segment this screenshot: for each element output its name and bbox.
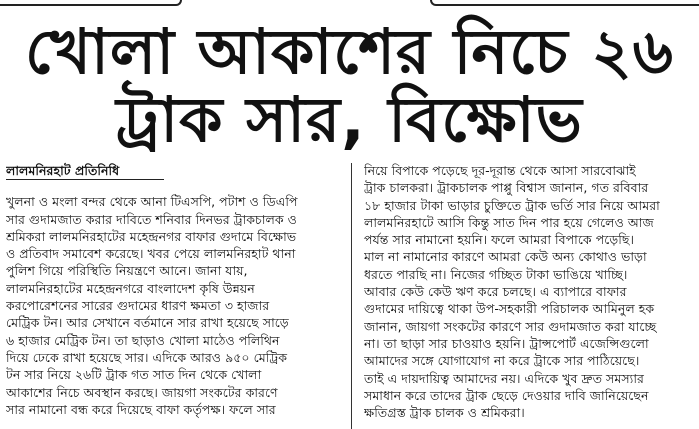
text-line: সমাধান করে তাদের ট্রাক ছেড়ে দেওয়ার দাবি জানিয়েছেন — [364, 387, 649, 403]
top-border-right — [430, 0, 699, 6]
text-line: গুদামের দায়িত্বে থাকা উপ-সহকারী পরিচালক আমিনুল হক — [364, 301, 655, 317]
text-line: খুলনা ও মংলা বন্দর থেকে আনা টিএসপি, পটাশ ও ডিএপি — [6, 194, 298, 210]
headline-line-1: খোলা আকাশের নিচে ২৬ — [25, 15, 674, 88]
text-line: ও প্রতিবাদ সমাবেশ করেছে। খবর পেয়ে লালমনিরহাট থানা — [6, 246, 296, 262]
text-line: মাল না নামানোর কারণে আমরা কেউ অন্য কোথাও ভাড়া — [364, 249, 647, 265]
column-divider — [351, 163, 352, 429]
text-line: ৬ হাজার মেট্রিক টন। তা ছাড়াও খোলা মাঠেও পলিথিন — [6, 332, 280, 348]
text-line: জানান, জায়গা সংকটের কারণে সার গুদামজাত করা যাচ্ছে — [364, 318, 657, 334]
article-column-left — [6, 162, 336, 429]
text-line: ধরতে পারছি না। নিজের গচ্ছিত টাকা ভাঙিয়ে খাচ্ছি। — [364, 266, 628, 282]
text-line: সার নামানো বন্ধ করে দিয়েছে বাফা কর্তৃপক্ষ। ফলে সার — [6, 401, 276, 417]
top-border-left — [0, 0, 182, 6]
text-line: দিয়ে ঢেকে রাখা হয়েছে সার। এদিকে আরও ৯৫০ মেট্রিক — [6, 349, 288, 365]
text-line: আমাদের সঙ্গে যোগাযোগ না করে ট্রাকে সার পাঠিয়েছে। — [364, 353, 640, 369]
text-line: নিয়ে বিপাকে পড়েছে দূর-দূরান্ত থেকে আসা সারবোঝাই — [364, 163, 636, 178]
top-border-strip — [0, 0, 699, 10]
text-line: ক্ষতিগ্রস্ত ট্রাক চালক ও শ্রমিকরা। — [364, 405, 525, 421]
text-line: লালমনিরহাটে আসি কিন্তু সাত দিন পার হয়ে গেলেও আজ — [364, 214, 654, 230]
article-column-right — [364, 162, 694, 429]
text-line: টন সার নিয়ে ২৬টি ট্রাক গত সাত দিন থেকে খোলা — [6, 367, 262, 383]
text-line: না। তা ছাড়া সার চাওয়াও হয়নি। ট্রান্সপোর্ট এজেন্সিগুলো — [364, 335, 649, 351]
text-line: সার গুদামজাত করার দাবিতে শনিবার দিনভর ট্রাকচালক ও — [6, 211, 297, 227]
text-line: পর্যন্ত সার নামানো হয়নি। ফলে আমরা বিপাকে পড়েছি। — [364, 232, 635, 248]
text-line: লালমনিরহাটের মহেন্দ্রনগরে বাংলাদেশ কৃষি উন্নয়ন — [6, 280, 255, 296]
text-line: তাই এ দায়দায়িত্ব আমাদের নয়। এদিকে খুব দ্রুত সমস্যার — [364, 370, 644, 386]
text-line: শ্রমিকরা লালমনিরহাটের মহেন্দ্রনগর বাফার গুদামে বিক্ষোভ — [6, 228, 297, 244]
text-line: ট্রাক চালকরা। ট্রাকচালক পাপ্পু বিশ্বাস জানান, গত রবিবার — [364, 180, 649, 196]
headline-line-2: ট্রাক সার, বিক্ষোভ — [116, 83, 583, 156]
text-line: আকাশের নিচে অবস্থান করছে। জায়গা সংকটের কারণে — [6, 384, 278, 400]
left-column-text — [6, 193, 336, 418]
right-column-text — [364, 162, 694, 421]
text-line: করপোরেশনের সারের গুদামের ধারণ ক্ষমতা ৩ হাজার — [6, 298, 270, 314]
text-line: আবার কেউ কেউ ঋণ করে চলছে। এ ব্যাপারে বাফার — [364, 284, 627, 300]
byline: লালমনিরহাট প্রতিনিধি — [6, 162, 164, 180]
text-line: ১৮ হাজার টাকা ভাড়ার চুক্তিতে ট্রাক ভর্তি সার নিয়ে আমরা — [364, 197, 660, 213]
text-line: পুলিশ গিয়ে পরিস্থিতি নিয়ন্ত্রণে আনে। জানা যায়, — [6, 263, 248, 279]
text-line: মেট্রিক টন। আর সেখানে বর্তমানে সার রাখা হয়েছে সাড়ে — [6, 315, 289, 331]
